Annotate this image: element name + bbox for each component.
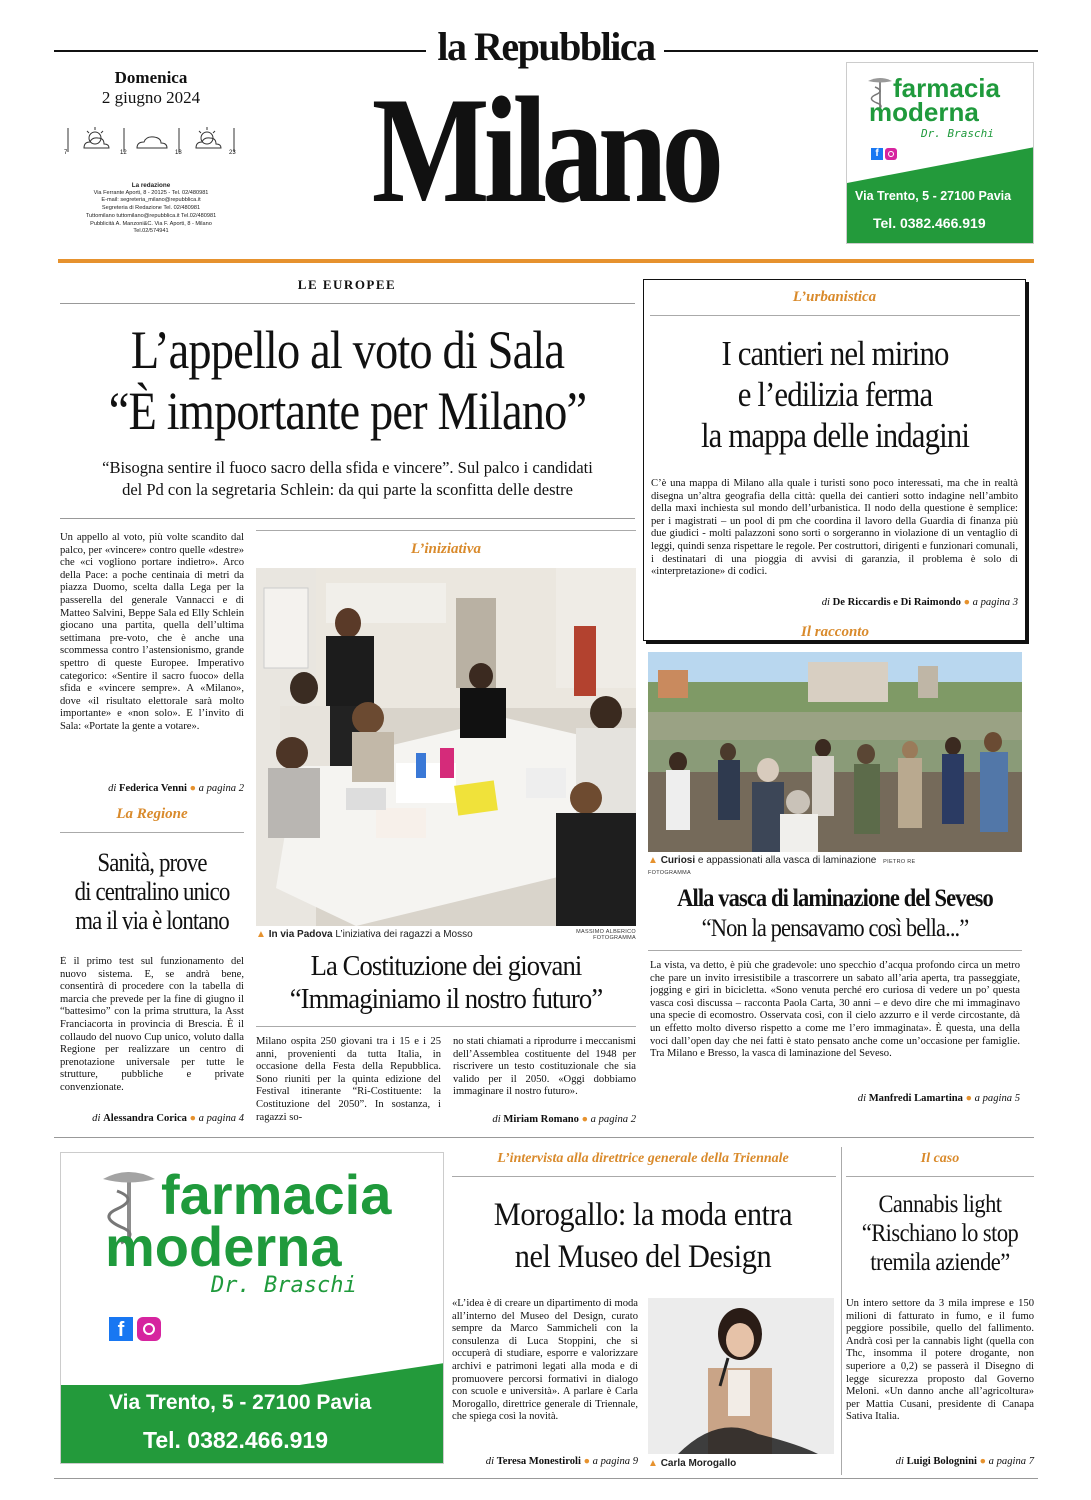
triennale-byline	[452, 1456, 638, 1467]
ad-small-line2: moderna	[869, 97, 979, 127]
brand-name: la Repubblica	[437, 24, 655, 69]
triennale-headline	[456, 1194, 830, 1278]
racconto-caption	[648, 855, 948, 877]
caso-headline-2: “Rischiano lo stop	[861, 1220, 1019, 1247]
weather-icons	[62, 124, 246, 160]
instagram-icon[interactable]	[137, 1317, 161, 1341]
caption-bold: Curiosi	[660, 855, 696, 866]
regione-headline-3: ma il via è lontano	[75, 906, 229, 935]
ad-farmacia-big[interactable]	[60, 1152, 444, 1464]
racconto-headline-1: Alla vasca di laminazione del Seveso	[677, 885, 993, 912]
byline-di: di	[492, 1114, 501, 1125]
caption-triangle-icon: ▲	[648, 1458, 658, 1469]
caso-kicker: Il caso	[920, 1151, 960, 1166]
byline-dot-icon: ●	[965, 1093, 973, 1104]
racconto-photo	[648, 652, 1022, 852]
byline-dot-icon: ●	[583, 1456, 591, 1467]
ad-small-address: Via Trento, 5 - 27100 Pavia	[855, 189, 1012, 203]
redazione-line: Pubblicità A. Manzoni&C. Via F. Aporti, 8 - Milano	[90, 220, 212, 227]
weather-strip	[62, 124, 246, 160]
redazione-line: Via Ferrante Aporti, 8 - 20125 - Tel. 02/480981	[93, 189, 209, 196]
facebook-icon[interactable]: f	[871, 148, 883, 160]
ad-small-line3: Dr. Braschi	[921, 127, 994, 140]
byline-author[interactable]: Teresa Monestiroli	[496, 1456, 581, 1467]
regione-headline	[64, 848, 240, 935]
temp-2: 12	[120, 150, 127, 156]
lead-headline-2: “È importante per Milano”	[108, 381, 587, 441]
bottom-separator	[54, 1137, 1034, 1138]
iniziativa-headline-2: “Immaginiamo il nostro futuro”	[289, 983, 603, 1015]
urbanistica-kicker: L’urbanistica	[792, 289, 877, 305]
caso-headline	[843, 1190, 1037, 1277]
iniziativa-headline-1: La Costituzione dei giovani	[310, 950, 582, 982]
iniziativa-caption	[256, 929, 546, 940]
urbanistica-headline-2: e l’edilizia ferma	[737, 375, 933, 414]
byline-page[interactable]: a pagina 2	[590, 1114, 636, 1125]
triennale-photo	[648, 1298, 834, 1454]
caption-triangle-icon: ▲	[648, 855, 658, 866]
lead-subhead-1: “Bisogna sentire il fuoco sacro della sfida e vincere”. Sul palco i candidati	[102, 458, 593, 477]
ad-farmacia-small[interactable]	[846, 62, 1034, 244]
byline-dot-icon: ●	[979, 1456, 987, 1467]
racconto-byline	[650, 1093, 1020, 1104]
iniziativa-headline	[256, 950, 635, 1016]
redazione-line: Tuttomilano tuttomilano@repubblica.it Tel.02/480981	[85, 212, 217, 219]
regione-headline-1: Sanità, prove	[97, 848, 207, 877]
masthead-rule-right	[664, 50, 1038, 52]
caso-headline-1: Cannabis light	[878, 1191, 1002, 1218]
byline-author[interactable]: Miriam Romano	[503, 1114, 579, 1125]
caso-byline	[846, 1456, 1034, 1467]
lead-subhead-2: del Pd con la segretaria Schlein: da qui parte la sconfitta delle destre	[122, 480, 573, 499]
regione-byline	[60, 1113, 244, 1124]
iniziativa-byline	[453, 1114, 636, 1125]
byline-di: di	[895, 1456, 904, 1467]
byline-page[interactable]: a pagina 5	[974, 1093, 1020, 1104]
redazione-line: Tel.02/574941	[133, 228, 169, 235]
lead-byline	[60, 783, 244, 794]
urbanistica-headline	[655, 333, 1016, 456]
caso-rule	[846, 1176, 1034, 1177]
page-bottom-rule	[54, 1478, 1038, 1479]
byline-author[interactable]: Alessandra Corica	[103, 1113, 187, 1124]
redazione-line: Segreteria di Redazione Tel. 02/480981	[101, 205, 201, 212]
iniziativa-photo	[256, 568, 636, 926]
byline-author[interactable]: Luigi Bolognini	[906, 1456, 977, 1467]
temp-3: 18	[175, 150, 182, 156]
triennale-kicker: L’intervista alla direttrice generale della Triennale	[497, 1151, 789, 1166]
triennale-headline-2: nel Museo del Design	[514, 1239, 772, 1275]
iniziativa-kicker: L’iniziativa	[410, 541, 481, 557]
iniziativa-body-1: Milano ospita 250 giovani tra i 15 e i 25 anni, provenienti da tutta Italia, in occasione della Festa della Repubblica. Sono riuniti per la quinta edizione del Festival itinerante “Ri-Costituente: la Costituzione del 2050”. In sostanza, i ragazzi so-	[256, 1036, 441, 1123]
triennale-rule	[452, 1176, 836, 1177]
byline-di: di	[92, 1113, 101, 1124]
triennale-caption	[648, 1458, 834, 1469]
lead-headline-1: L’appello al voto di Sala	[130, 320, 565, 380]
ad-small-tel: Tel. 0382.466.919	[873, 215, 986, 231]
caso-body: Un intero settore da 3 mila imprese e 150 milioni di fatturato in fumo, e il fumo peggiore possibile, quello del fallimento. Andrà così per la cannabis light (quella con Thc, insomma il potere drogante, non superiore a 0,2) se passerà il Disegno di legge sicurezza proposto dal Governo Meloni. «Un danno anche all’agricoltura» per Mattia Cusani, presidente di Canapa Sativa Italia.	[846, 1298, 1034, 1423]
urbanistica-rule	[650, 315, 1020, 316]
racconto-headline-2: “Non la pensavamo così bella...”	[701, 915, 969, 942]
urbanistica-headline-3: la mappa delle indagini	[701, 416, 969, 455]
byline-di: di	[485, 1456, 495, 1467]
byline-dot-icon: ●	[581, 1114, 589, 1125]
racconto-rule	[648, 950, 1022, 951]
urbanistica-body: C’è una mappa di Milano alla quale i turisti sono poco interessati, ma che in realtà disegna un’altra geografia della città: quella dei cantieri sotto indagine nell’ambito della maxi inchiesta sul mondo dell’urbanistica. Il nodo della questione è semplice: per i magistrati – un pool di pm che coordina il lavoro della Guardia di finanza più due giudici - molti palazzoni sono sorti o sorgeranno in violazione di un ventaglio di leggi, quindi senza rispettare le regole. Per costruttori, dirigenti e funzionari comunali, i destinatari di una pioggia di avvisi di garanzia, il problema è solo di «interpretazione» di codici.	[651, 478, 1018, 578]
byline-di: di	[108, 783, 117, 794]
carla-morogallo-photo	[648, 1298, 834, 1454]
temp-1: 7	[64, 150, 68, 156]
iniziativa-rule-2	[256, 1026, 636, 1027]
urbanistica-headline-1: I cantieri nel mirino	[721, 334, 949, 373]
seveso-basin-photo	[648, 652, 1022, 852]
caption-triangle-icon: ▲	[256, 929, 266, 940]
regione-kicker: La Regione	[116, 806, 188, 822]
byline-page[interactable]: a pagina 2	[198, 783, 244, 794]
masthead-orange-rule	[58, 259, 1034, 263]
byline-author[interactable]: Manfredi Lamartina	[868, 1093, 963, 1104]
byline-page[interactable]: a pagina 9	[592, 1456, 638, 1467]
regione-rule	[60, 832, 244, 833]
byline-di: di	[857, 1093, 867, 1104]
date-full: 2 giugno 2024	[101, 88, 201, 107]
triennale-body: «L’idea è di creare un dipartimento di moda all’interno del Museo del Design, curato sempre da Marco Sammicheli con la consulenza di Luca Stoppini, che si occuperà di studiare, esporre e valorizzare archivi e patrimoni legati alla moda e di promuovere percorsi formativi in dialogo con scuole e università». A parlare è Carla Morogallo, direttrice generale di Triennale, che spiega così la novità.	[452, 1298, 638, 1423]
byline-page[interactable]: a pagina 3	[972, 597, 1018, 608]
iniziativa-rule	[256, 530, 636, 531]
racconto-headline	[647, 884, 1023, 944]
caption-bold: Carla Morogallo	[660, 1458, 737, 1469]
urbanistica-byline	[651, 597, 1018, 608]
section-label: LE EUROPEE	[297, 277, 397, 292]
caption-bold: In via Padova	[268, 929, 333, 940]
byline-dot-icon: ●	[189, 1113, 197, 1124]
byline-author[interactable]: Federica Venni	[118, 783, 187, 794]
caption-text: L’iniziativa dei ragazzi a Mosso	[335, 929, 473, 940]
redazione-title: La redazione	[131, 182, 171, 189]
redazione-line: E-mail: segreteria_milano@repubblica.it	[101, 197, 201, 204]
iniziativa-body-2: no stati chiamati a riprodurre i meccanismi dell’Assemblea costituente del 1948 per riscrivere un testo costituzionale che sia valido per il 2050. «Oggi dobbiamo immaginare il nostro futuro».	[453, 1036, 636, 1098]
byline-dot-icon: ●	[963, 597, 971, 608]
racconto-kicker: Il racconto	[801, 624, 869, 640]
regione-headline-2: di centralino unico	[74, 877, 230, 906]
byline-page[interactable]: a pagina 4	[198, 1113, 244, 1124]
date-day: Domenica	[114, 68, 188, 87]
byline-author[interactable]: De Riccardis e Di Raimondo	[832, 597, 961, 608]
racconto-body: La vista, va detto, è più che gradevole: uno specchio d’acqua profondo circa un metro che pare un invito irresistibile a trascorrere un sabato all’aria aperta, tra passeggiate, jogging e giri in bicicletta. «Sono venuta perché ero curiosa di vedere un po’ questa vasca così discussa – racconta Paola Carta, 30 anni – e devo dire che mi immaginavo una specie di ecomostro. Osservata così, con il cielo azzurro e il verde circostante, dà un effetto molto diverso rispetto a come me l’ero immaginata». È questa, una della voci dall’open day che nei fatti è stato pensato anche come un’occasione per famiglie. Tra Milano e Bresso, la vasca di laminazione del Seveso.	[650, 960, 1020, 1060]
caso-headline-3: tremila aziende”	[870, 1249, 1010, 1276]
redazione-block	[60, 182, 242, 236]
ad-big-line2: moderna	[105, 1215, 342, 1278]
lead-body: Un appello al voto, più volte scandito dal palco, per «vincere» contro quelle «destre» che «ci vogliono portare indietro». Arco della Pace: a poche centinaia di metri da piazza Duomo, scelta dalla Lega per la passerella del generale Vannacci e di Matteo Salvini, Beppe Sala ed Elly Schlein giocano una partita, quella dell’ultima settimana pre-voto, che è anche una scommessa contro l’astensionismo, grande spettro di queste Europee. Imperativo categorico: «Sentire il sacro fuoco» della sfida e «vincere sempre». A «Milano», dove «il risultato elettorale sarà molto importante» e «non solo». E l’invito di Sala: «Portate la gente a votare».	[60, 532, 244, 732]
lead-rule-2	[60, 518, 635, 519]
byline-page[interactable]: a pagina 7	[988, 1456, 1034, 1467]
temp-4: 23	[229, 150, 236, 156]
photo-credit: MASSIMO ALBERICO FOTOGRAMMA	[576, 929, 636, 941]
ad-small-line1: farmacia	[893, 73, 1000, 103]
triennale-headline-1: Morogallo: la moda entra	[493, 1197, 793, 1233]
lead-subhead	[60, 457, 635, 501]
lead-rule	[60, 303, 635, 304]
youth-workshop-photo	[256, 568, 636, 926]
ad-big-tel: Tel. 0382.466.919	[143, 1427, 328, 1453]
facebook-icon[interactable]: f	[109, 1317, 133, 1341]
photo-credit: PIETRO RE FOTOGRAMMA	[648, 859, 916, 876]
byline-di: di	[821, 597, 830, 608]
byline-dot-icon: ●	[189, 783, 197, 794]
city-title: Milano	[371, 66, 719, 234]
regione-body: È il primo test sul funzionamento del nuovo sistema. E, se andrà bene, consentirà di procedere con la tabella di marcia che prevede per la fine di giugno il “battesimo” con la prima struttura, la Asst Franciacorta in provincia di Brescia. È il collaudo del nuovo Cup unico, voluto dalla Regione per realizzare un centro di prenotazione universale per tutte le strutture, pubbliche e private convenzionate.	[60, 956, 244, 1093]
ad-big-address: Via Trento, 5 - 27100 Pavia	[109, 1391, 372, 1414]
ad-big-line3: Dr. Braschi	[211, 1273, 357, 1298]
masthead-rule-left	[54, 50, 426, 52]
instagram-icon[interactable]	[885, 148, 897, 160]
ad-big-line1: farmacia	[161, 1163, 392, 1226]
caption-text: e appassionati alla vasca di laminazione	[697, 855, 877, 866]
